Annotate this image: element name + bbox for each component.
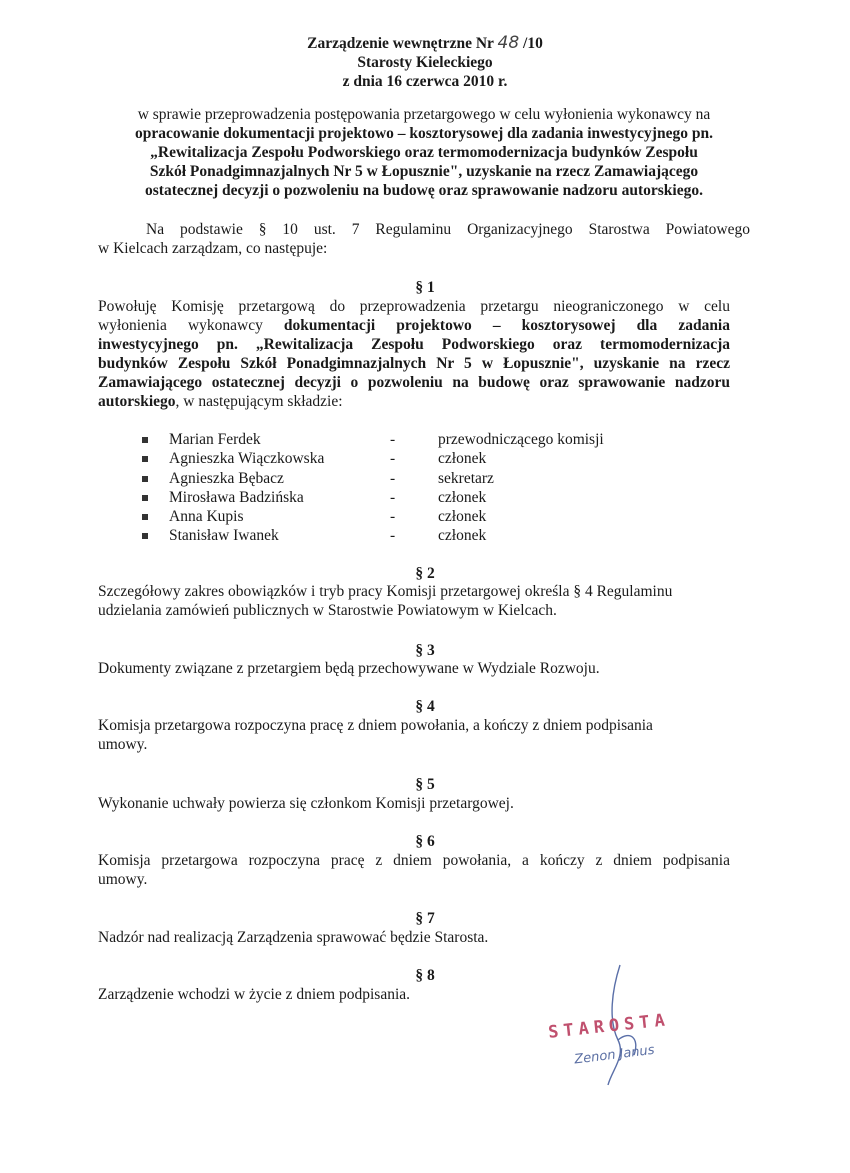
- section-1-text: [98, 297, 730, 411]
- handwritten-number: 48: [497, 33, 520, 53]
- section-1-line: Zamawiającego ostatecznej decyzji o pozwoleniu na budowę oraz sprawowanie nadzoru: [98, 374, 730, 391]
- section-2-text: [98, 582, 730, 620]
- subject-line-3: „Rewitalizacja Zespołu Podworskiego oraz termomodernizacja budynków Zespołu: [150, 144, 698, 161]
- section-3-heading: § 3: [415, 642, 435, 659]
- section-5-text: [98, 794, 730, 813]
- stamp-name: Zenon Janus: [573, 1042, 656, 1068]
- bullet-icon: [142, 456, 148, 462]
- section-3-line: Dokumenty związane z przetargiem będą przechowywane w Wydziale Rozwoju.: [98, 660, 600, 677]
- section-1-heading: § 1: [415, 279, 435, 296]
- section-7-heading: § 7: [415, 910, 435, 927]
- bullet-icon: [142, 514, 148, 520]
- section-6-line: umowy.: [98, 871, 148, 888]
- document-subject: [98, 105, 750, 200]
- title-suffix: /10: [523, 35, 543, 52]
- basis-line-2: w Kielcach zarządzam, co następuje:: [98, 240, 328, 257]
- section-2-line: Szczegółowy zakres obowiązków i tryb pracy Komisji przetargowej określa § 4 Regulaminu: [98, 583, 673, 600]
- section-2-line: udzielania zamówień publicznych w Starostwie Powiatowym w Kielcach.: [98, 602, 557, 619]
- section-7-line: Nadzór nad realizacją Zarządzenia sprawować będzie Starosta.: [98, 929, 489, 946]
- stamp-title: STAROSTA: [547, 1010, 671, 1043]
- document-title: [0, 34, 850, 91]
- section-1-line: autorskiego, w następującym składzie:: [98, 393, 343, 410]
- section-4-line: Komisja przetargowa rozpoczyna pracę z dniem powołania, a kończy z dniem podpisania: [98, 717, 653, 734]
- starosta-stamp: [547, 1010, 698, 1068]
- title-line-1: [0, 34, 850, 53]
- list-item: Anna Kupis - członek: [142, 507, 642, 526]
- legal-basis: [98, 220, 750, 258]
- subject-line-1: w sprawie przeprowadzenia postępowania przetargowego w celu wyłonienia wykonawcy na: [137, 106, 711, 123]
- section-5-line: Wykonanie uchwały powierza się członkom Komisji przetargowej.: [98, 795, 514, 812]
- list-item: Agnieszka Wiączkowska - członek: [142, 449, 642, 468]
- section-5-heading: § 5: [415, 776, 435, 793]
- bullet-icon: [142, 533, 148, 539]
- section-3-text: [98, 659, 730, 678]
- section-1-line: wyłonienia wykonawcy dokumentacji projektowo – kosztorysowej dla zadania: [98, 317, 730, 334]
- section-6-text: [98, 851, 730, 889]
- list-item: Marian Ferdek - przewodniczącego komisji: [142, 430, 642, 449]
- section-4-line: umowy.: [98, 736, 148, 753]
- section-7-text: [98, 928, 730, 947]
- bullet-icon: [142, 495, 148, 501]
- title-date: z dnia 16 czerwca 2010 r.: [342, 73, 508, 90]
- section-1-line: budynków Zespołu Szkół Ponadgimnazjalnych Nr 5 w Łopusznie", uzyskanie na rzecz: [98, 355, 730, 372]
- section-1-line: Powołuję Komisję przetargową do przeprowadzenia przetargu nieograniczonego w celu: [98, 298, 730, 315]
- section-8-line: Zarządzenie wchodzi w życie z dniem podpisania.: [98, 986, 411, 1003]
- bullet-icon: [142, 476, 148, 482]
- subject-line-4: Szkół Ponadgimnazjalnych Nr 5 w Łopusznie", uzyskanie na rzecz Zamawiającego: [149, 163, 699, 180]
- list-item: Agnieszka Bębacz - sekretarz: [142, 469, 642, 488]
- section-1-line: inwestycyjnego pn. „Rewitalizacja Zespołu Podworskiego oraz termomodernizacja: [98, 336, 730, 353]
- section-6-heading: § 6: [415, 833, 435, 850]
- committee-members-list: [142, 430, 642, 546]
- section-4-heading: § 4: [415, 698, 435, 715]
- bullet-icon: [142, 437, 148, 443]
- subject-line-5: ostatecznej decyzji o pozwoleniu na budowę oraz sprawowanie nadzoru autorskiego.: [145, 182, 703, 199]
- title-line-2: Starosty Kieleckiego: [357, 54, 493, 71]
- section-6-line: Komisja przetargowa rozpoczyna pracę z dniem powołania, a kończy z dniem podpisania: [98, 852, 730, 869]
- title-prefix: Zarządzenie wewnętrzne Nr: [307, 35, 494, 52]
- section-2-heading: § 2: [415, 565, 435, 582]
- section-4-text: [98, 716, 730, 754]
- list-item: Stanisław Iwanek - członek: [142, 526, 642, 545]
- section-8-heading: § 8: [415, 967, 435, 984]
- basis-line-1: Na podstawie § 10 ust. 7 Regulaminu Organizacyjnego Starostwa Powiatowego: [146, 221, 750, 238]
- list-item: Mirosława Badzińska - członek: [142, 488, 642, 507]
- subject-line-2: opracowanie dokumentacji projektowo – kosztorysowej dla zadania inwestycyjnego pn.: [135, 125, 713, 142]
